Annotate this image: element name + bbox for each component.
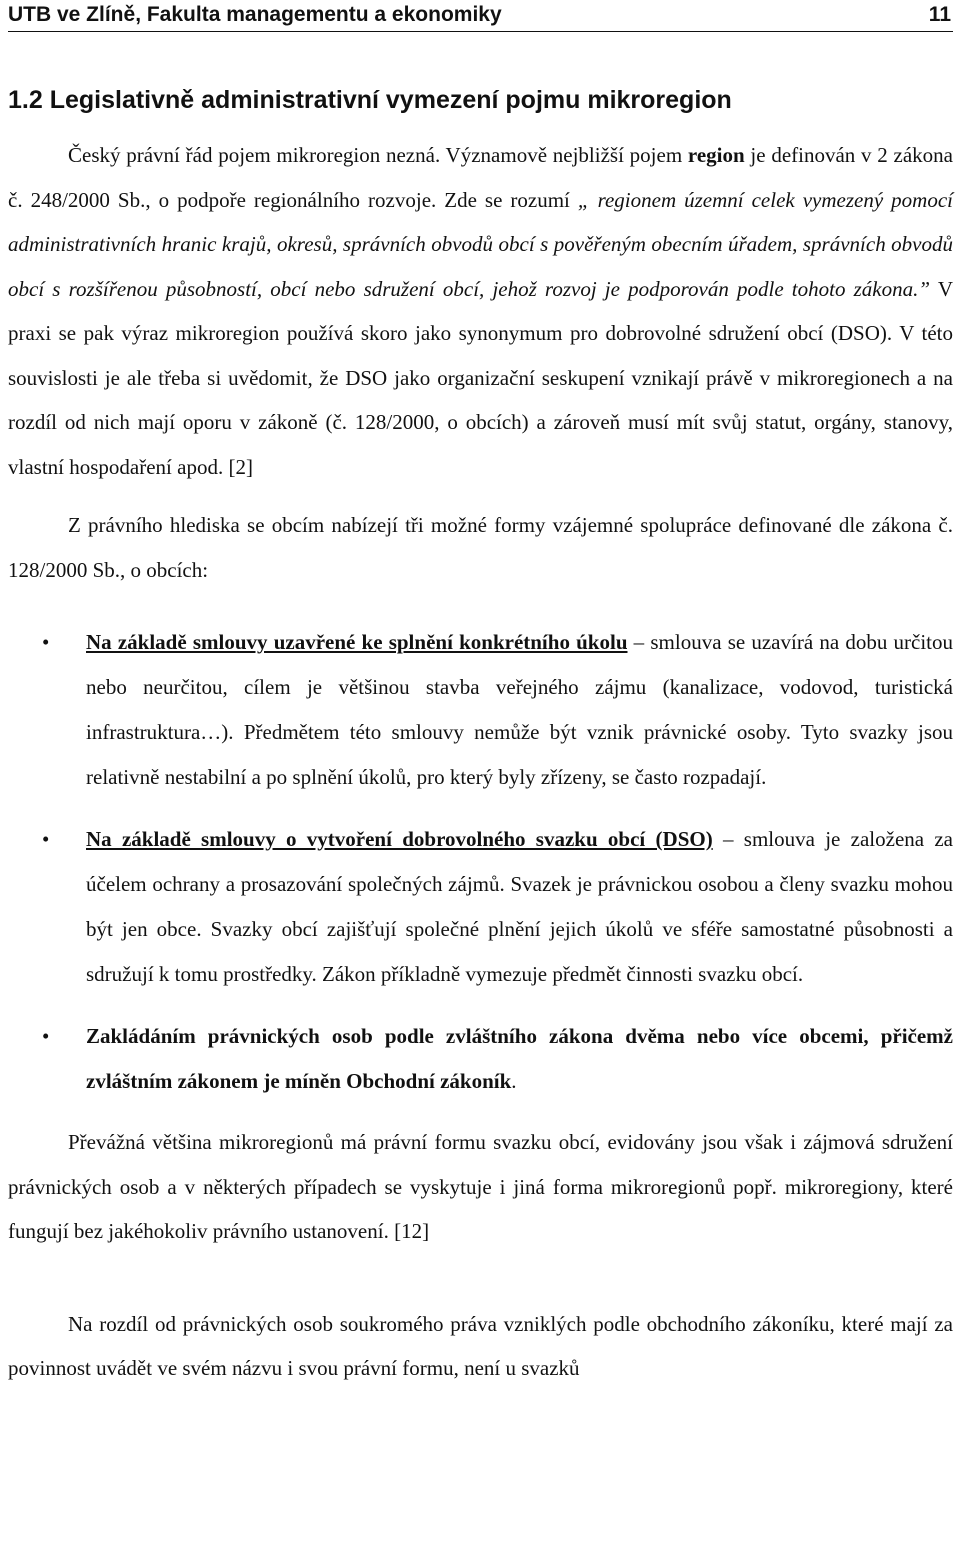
paragraph-text: je definován v 2 zákona č. 248/2000 Sb., o podpoře regionálního rozvoje. Zde se rozumí	[8, 143, 953, 212]
bullet-icon: •	[42, 827, 50, 851]
list-item-text: .	[511, 1069, 517, 1093]
header-title: UTB ve Zlíně, Fakulta managementu a ekonomiky	[8, 3, 502, 26]
list-item-term: Zakládáním právnických osob podle zvláštního zákona dvěma nebo více obcemi, přičemž zvláštním zákonem je míněn Obchodní zákoník	[86, 1024, 953, 1093]
list-item-term: Na základě smlouvy o vytvoření dobrovolného svazku obcí (DSO)	[86, 827, 713, 851]
paragraph-text: Český právní řád pojem mikroregion nezná. Významově nejbližší pojem	[68, 143, 688, 167]
list-item-term: Na základě smlouvy uzavřené ke splnění konkrétního úkolu	[86, 630, 628, 654]
page-number: 11	[928, 3, 951, 26]
bullet-icon: •	[42, 1024, 50, 1048]
list-item	[8, 1014, 953, 1104]
list-item	[8, 620, 953, 800]
running-header	[8, 2, 953, 32]
list-item-text: – smlouva je založena za účelem ochrany a prosazování společných zájmů. Svazek je právnickou osobou a členy svazku mohou být jen obce. Svazky obcí zajišťují společné plnění jejich úkolů ve sféře samostatné působnosti a sdružují k tomu prostředky. Zákon příkladně vymezuje předmět činnosti svazku obcí.	[86, 827, 953, 986]
bullet-icon: •	[42, 630, 50, 654]
paragraph-definition	[8, 133, 953, 489]
paragraph-forms-intro: Z právního hlediska se obcím nabízejí tři možné formy vzájemné spolupráce definované dle zákona č. 128/2000 Sb., o obcích:	[8, 513, 953, 582]
italic-quote: „ regionem územní celek vymezený pomocí administrativních hranic krajů, okresů, správních obvodů obcí s pověřeným obecním úřadem, správních obvodů obcí s rozšířenou působností, obcí nebo sdružení obcí, jehož rozvoj je podporován podle tohoto zákona.”	[8, 187, 953, 301]
paragraph-legal-forms: Převážná většina mikroregionů má právní formu svazku obcí, evidovány jsou však i zájmová sdružení právnických osob a v některých případech se vyskytuje i jiná forma mikroregionů popř. mikroregiony, které fungují bez jakéhokoliv právního ustanovení. [12]	[8, 1130, 953, 1243]
list-item	[8, 817, 953, 997]
document-page	[8, 0, 953, 1391]
bold-term-region: region	[687, 143, 745, 167]
list-item-text: – smlouva se uzavírá na dobu určitou nebo neurčitou, cílem je většinou stavba veřejného zájmu (kanalizace, vodovod, turistická infrastruktura…). Předmětem této smlouvy nemůže být vznik právnické osoby. Tyto svazky jsou relativně nestabilní a po splnění úkolů, pro který byly zřízeny, se často rozpadají.	[86, 630, 953, 789]
paragraph-text: V praxi se pak výraz mikroregion používá skoro jako synonymum pro dobrovolné sdružení obcí (DSO). V této souvislosti je ale třeba si uvědomit, že DSO jako organizační seskupení vznikají právě v mikroregionech a na rozdíl od nich mají oporu v zákoně (č. 128/2000, o obcích) a zároveň musí mít svůj statut, orgány, stanovy, vlastní hospodaření apod. [2]	[8, 276, 954, 479]
paragraph-naming: Na rozdíl od právnických osob soukromého práva vzniklých podle obchodního zákoníku, které mají za povinnost uvádět ve svém názvu i svou právní formu, není u svazků	[8, 1311, 953, 1380]
forms-list	[8, 620, 953, 1104]
section-heading: 1.2 Legislativně administrativní vymezení pojmu mikroregion	[8, 86, 732, 114]
